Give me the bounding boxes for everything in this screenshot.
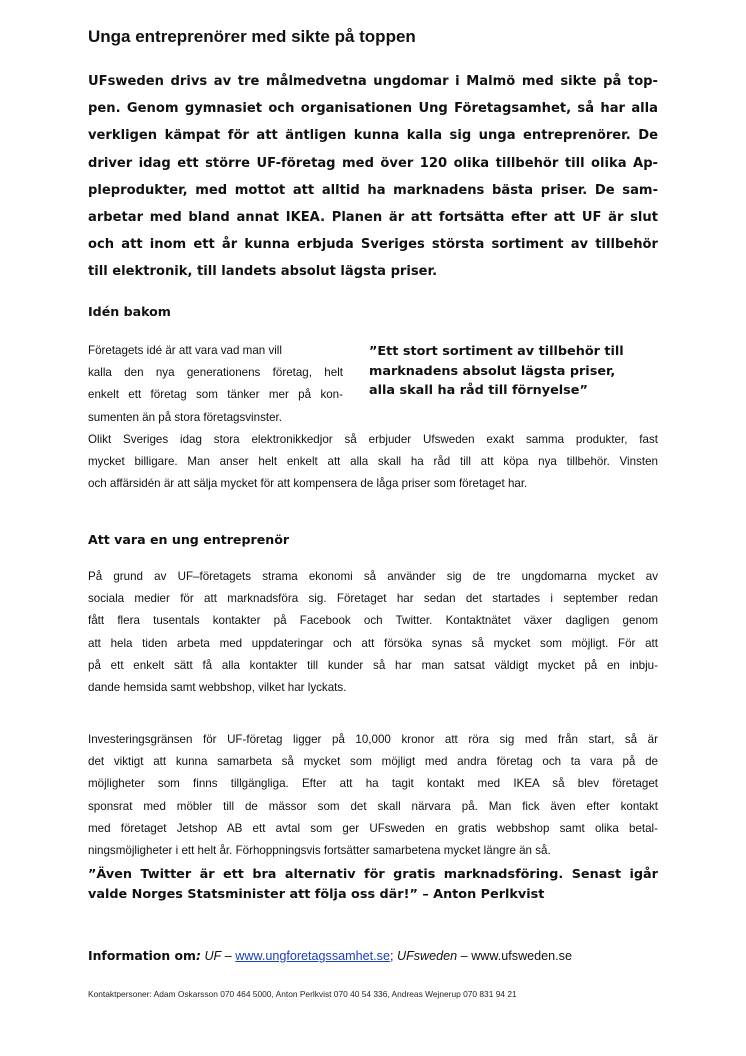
pull-quote-line: alla skall ha råd till förnyelse” (369, 383, 588, 399)
semicolon: ; (389, 949, 394, 963)
pull-quote (369, 342, 624, 401)
body-line: På grund av UF–företagets strama ekonomi så använder sig de tre ungdomarna mycket av (88, 570, 658, 583)
info-line (88, 948, 572, 963)
lead-line: pen. Genom gymnasiet och organisationen Ung Företagsamhet, så har alla (88, 101, 658, 117)
body-line: det viktigt att kunna samarbeta så mycket som möjligt med andra företag och ta vara på de (88, 755, 658, 769)
body-line: med företaget Jetshop AB ett avtal som ger UFsweden en gratis webbshop samt olika betal- (88, 821, 658, 835)
body-line: sponsrat med möbler till de mässor som det skall närvara på. Man fick även efter kontakt (88, 799, 658, 813)
body-line: att hela tiden arbeta med uppdateringar och att försöka synas så mycket som möjligt. För att (88, 636, 658, 650)
lead-line: verkligen kämpat för att äntligen kunna kalla sig unga entreprenörer. De (88, 128, 658, 144)
lead-line: arbetar med bland annat IKEA. Planen är att fortsätta efter att UF är slut (88, 210, 658, 226)
pull-quote-line: marknadens absolut lägsta priser, (369, 363, 616, 379)
ufsweden-label: UFsweden (396, 949, 458, 963)
lead-line: driver idag ett större UF-företag med över 120 olika tillbehör till olika Ap- (88, 155, 658, 171)
lead-line: pleprodukter, med mottot att alltid ha marknadens bästa priser. De sam- (88, 182, 658, 198)
body-line: sumenten än på stora företagsvinster. (88, 410, 282, 424)
separator: – (221, 949, 236, 963)
pull-quote-line: ”Ett stort sortiment av tillbehör till (369, 344, 624, 359)
section1-wide-paragraph (88, 429, 658, 496)
lead-line: och att inom ett år kunna erbjuda Sveriges största sortiment av tillbehör (88, 237, 658, 253)
closing-quote (88, 865, 658, 904)
body-line: enkelt ett företag som tänker mer på kon- (88, 388, 343, 402)
separator: – (457, 949, 472, 963)
body-line: ningsmöjligheter i ett helt år. Förhoppningsvis fortsätter samarbetena mycket längre än så. (88, 844, 551, 858)
ungforetagssamhet-link[interactable]: www.ungforetagssamhet.se (235, 949, 390, 963)
closing-quote-line: valde Norges Statsminister att följa oss där!” – Anton Perlkvist (88, 886, 545, 902)
section1-narrow-paragraph (88, 340, 343, 429)
body-line: Företagets idé är att vara vad man vill (88, 344, 282, 357)
page-title: Unga entreprenörer med sikte på toppen (88, 27, 416, 46)
section-heading-ung-entreprenor: Att vara en ung entreprenör (88, 532, 290, 547)
info-colon: : (195, 948, 201, 963)
body-line: kalla den nya generationens företag, helt (88, 366, 343, 380)
body-line: möjligheter som finns tillgängliga. Efter att ha tagit kontakt med IKEA så blev företaget (88, 777, 658, 791)
contact-persons: Kontaktpersoner: Adam Oskarsson 070 464 5000, Anton Perlkvist 070 40 54 336, Andreas Wejnerup 070 831 94 21 (88, 989, 517, 999)
body-line: Investeringsgränsen för UF-företag ligger på 10,000 kronor att röra sig med från start, så är (88, 733, 658, 746)
body-line: på ett enkelt sätt få alla kontakter till kunder så har man satsat väldigt mycket på en inbju- (88, 658, 658, 672)
section2-paragraph-2 (88, 729, 658, 862)
lead-line: UFsweden drivs av tre målmedvetna ungdomar i Malmö med sikte på top- (88, 74, 658, 89)
body-line: dande hemsida samt webbshop, vilket har lyckats. (88, 681, 347, 695)
uf-label: UF (204, 949, 222, 963)
body-line: mycket billigare. Man anser helt enkelt att alla skall ha råd till att köpa nya tillbehör. Vinsten (88, 455, 658, 469)
section2-paragraph-1 (88, 566, 658, 699)
body-line: och affärsidén är att sälja mycket för att kompensera de låga priser som företaget har. (88, 477, 528, 491)
section-heading-iden-bakom: Idén bakom (88, 304, 171, 319)
info-label: Information om (88, 948, 196, 963)
body-line: sociala medier för att marknadsföra sig. Företaget har sedan det startades i september redan (88, 592, 658, 606)
ufsweden-url: www.ufsweden.se (471, 949, 572, 963)
closing-quote-line: ”Även Twitter är ett bra alternativ för gratis marknadsföring. Senast igår (88, 867, 658, 882)
body-line: fått flera tusentals kontakter på Facebook och Twitter. Kontaktnätet växer dagligen genom (88, 614, 658, 628)
body-line: Olikt Sveriges idag stora elektronikkedjor så erbjuder Ufsweden exakt samma produkter, fast (88, 433, 658, 446)
lead-line: till elektronik, till landets absolut lägsta priser. (88, 264, 438, 280)
lead-paragraph (88, 68, 658, 286)
